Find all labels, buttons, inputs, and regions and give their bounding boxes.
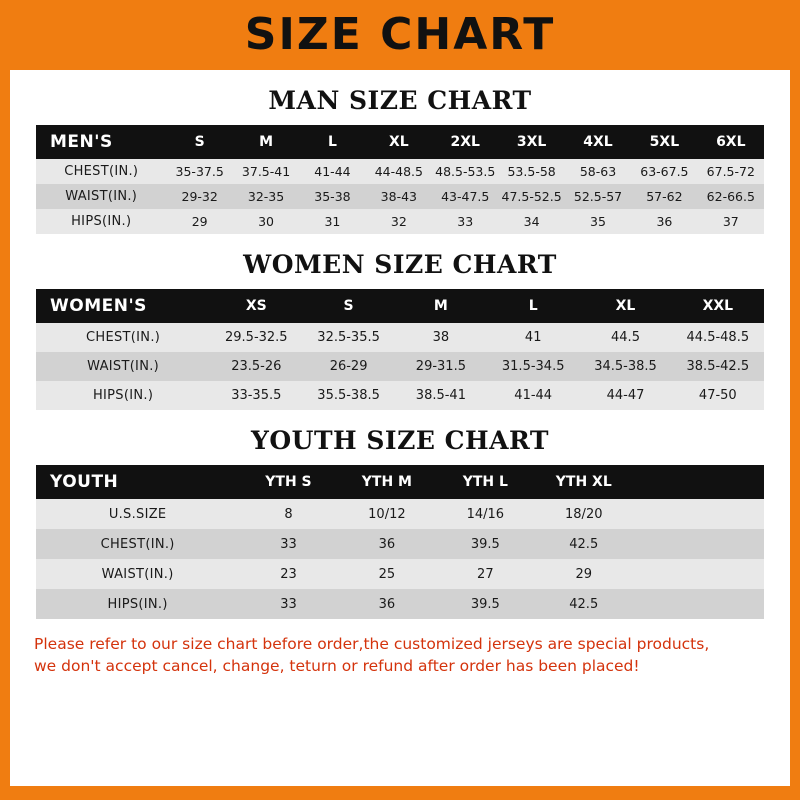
footer-band (0, 786, 800, 800)
youth-ussize-s: 8 (239, 499, 337, 529)
youth-hips-l: 39.5 (436, 589, 534, 619)
women-col-l: L (487, 289, 579, 323)
men-chest-4xl: 58-63 (565, 159, 631, 184)
youth-row-label-ussize: U.S.SIZE (36, 499, 239, 529)
men-chest-xl: 44-48.5 (366, 159, 432, 184)
women-waist-m: 29-31.5 (395, 352, 487, 381)
youth-hips-xl: 42.5 (535, 589, 633, 619)
table-row (36, 184, 764, 209)
men-col-2xl: 2XL (432, 125, 498, 159)
youth-col-xl: YTH XL (535, 465, 633, 499)
men-row-label-waist: WAIST(IN.) (36, 184, 166, 209)
table-row (36, 381, 764, 410)
men-hips-4xl: 35 (565, 209, 631, 234)
youth-chest-m: 36 (338, 529, 436, 559)
table-header-row (36, 289, 764, 323)
women-row-label-hips: HIPS(IN.) (36, 381, 210, 410)
men-hips-5xl: 36 (631, 209, 697, 234)
youth-table-body (36, 499, 764, 619)
women-hips-m: 38.5-41 (395, 381, 487, 410)
table-row (36, 589, 764, 619)
women-col-xs: XS (210, 289, 302, 323)
youth-cell-spacer (633, 589, 764, 619)
women-chest-xl: 44.5 (579, 323, 671, 352)
men-col-xl: XL (366, 125, 432, 159)
men-row-label-chest: CHEST(IN.) (36, 159, 166, 184)
men-chest-2xl: 48.5-53.5 (432, 159, 498, 184)
men-chest-3xl: 53.5-58 (498, 159, 564, 184)
women-header-label: WOMEN'S (36, 289, 210, 323)
men-col-l: L (299, 125, 365, 159)
women-hips-xxl: 47-50 (672, 381, 764, 410)
section-title-women: WOMEN SIZE CHART (243, 250, 557, 279)
men-chest-l: 41-44 (299, 159, 365, 184)
men-waist-5xl: 57-62 (631, 184, 697, 209)
women-col-xl: XL (579, 289, 671, 323)
men-col-m: M (233, 125, 299, 159)
table-row (36, 209, 764, 234)
section-title-youth: YOUTH SIZE CHART (251, 426, 549, 455)
women-row-label-waist: WAIST(IN.) (36, 352, 210, 381)
youth-waist-l: 27 (436, 559, 534, 589)
men-hips-s: 29 (166, 209, 232, 234)
youth-row-label-chest: CHEST(IN.) (36, 529, 239, 559)
footer-note (10, 619, 790, 678)
youth-col-l: YTH L (436, 465, 534, 499)
women-table-body (36, 323, 764, 410)
women-col-xxl: XXL (672, 289, 764, 323)
page-title: SIZE CHART (244, 9, 556, 60)
youth-col-s: YTH S (239, 465, 337, 499)
youth-ussize-m: 10/12 (338, 499, 436, 529)
youth-waist-m: 25 (338, 559, 436, 589)
section-women (10, 250, 790, 410)
men-col-3xl: 3XL (498, 125, 564, 159)
men-waist-m: 32-35 (233, 184, 299, 209)
women-hips-xs: 33-35.5 (210, 381, 302, 410)
youth-cell-spacer (633, 559, 764, 589)
men-waist-3xl: 47.5-52.5 (498, 184, 564, 209)
youth-cell-spacer (633, 499, 764, 529)
men-size-table (36, 125, 764, 234)
men-waist-2xl: 43-47.5 (432, 184, 498, 209)
men-chest-m: 37.5-41 (233, 159, 299, 184)
youth-hips-m: 36 (338, 589, 436, 619)
women-size-table (36, 289, 764, 410)
youth-table-head (36, 465, 764, 499)
table-header-row (36, 125, 764, 159)
men-chest-5xl: 63-67.5 (631, 159, 697, 184)
women-waist-xs: 23.5-26 (210, 352, 302, 381)
table-row (36, 559, 764, 589)
table-row (36, 159, 764, 184)
table-row (36, 352, 764, 381)
men-hips-xl: 32 (366, 209, 432, 234)
women-chest-s: 32.5-35.5 (302, 323, 394, 352)
men-waist-xl: 38-43 (366, 184, 432, 209)
section-title-men: MAN SIZE CHART (268, 86, 532, 115)
youth-row-label-hips: HIPS(IN.) (36, 589, 239, 619)
women-waist-xxl: 38.5-42.5 (672, 352, 764, 381)
youth-col-spacer (633, 465, 764, 499)
men-header-label: MEN'S (36, 125, 166, 159)
women-chest-m: 38 (395, 323, 487, 352)
women-waist-xl: 34.5-38.5 (579, 352, 671, 381)
men-hips-6xl: 37 (698, 209, 764, 234)
women-waist-s: 26-29 (302, 352, 394, 381)
footer-note-line2: we don't accept cancel, change, teturn or refund after order has been placed! (34, 657, 640, 676)
men-col-6xl: 6XL (698, 125, 764, 159)
table-row (36, 529, 764, 559)
men-waist-s: 29-32 (166, 184, 232, 209)
men-col-4xl: 4XL (565, 125, 631, 159)
men-row-label-hips: HIPS(IN.) (36, 209, 166, 234)
women-chest-xxl: 44.5-48.5 (672, 323, 764, 352)
youth-row-label-waist: WAIST(IN.) (36, 559, 239, 589)
women-hips-s: 35.5-38.5 (302, 381, 394, 410)
youth-size-table (36, 465, 764, 619)
men-hips-2xl: 33 (432, 209, 498, 234)
youth-hips-s: 33 (239, 589, 337, 619)
men-col-s: S (166, 125, 232, 159)
men-col-5xl: 5XL (631, 125, 697, 159)
men-chest-s: 35-37.5 (166, 159, 232, 184)
youth-waist-s: 23 (239, 559, 337, 589)
youth-waist-xl: 29 (535, 559, 633, 589)
men-chest-6xl: 67.5-72 (698, 159, 764, 184)
men-hips-l: 31 (299, 209, 365, 234)
youth-col-m: YTH M (338, 465, 436, 499)
men-waist-4xl: 52.5-57 (565, 184, 631, 209)
youth-chest-s: 33 (239, 529, 337, 559)
women-chest-xs: 29.5-32.5 (210, 323, 302, 352)
men-waist-l: 35-38 (299, 184, 365, 209)
section-youth (10, 426, 790, 619)
table-header-row (36, 465, 764, 499)
table-row (36, 323, 764, 352)
women-col-s: S (302, 289, 394, 323)
women-hips-l: 41-44 (487, 381, 579, 410)
women-col-m: M (395, 289, 487, 323)
youth-chest-l: 39.5 (436, 529, 534, 559)
footer-note-line1: Please refer to our size chart before order,the customized jerseys are special products, (34, 635, 710, 653)
header-band (0, 0, 800, 70)
youth-cell-spacer (633, 529, 764, 559)
women-row-label-chest: CHEST(IN.) (36, 323, 210, 352)
women-hips-xl: 44-47 (579, 381, 671, 410)
table-row (36, 499, 764, 529)
youth-header-label: YOUTH (36, 465, 239, 499)
men-table-head (36, 125, 764, 159)
section-men (10, 86, 790, 234)
women-chest-l: 41 (487, 323, 579, 352)
men-hips-m: 30 (233, 209, 299, 234)
youth-ussize-xl: 18/20 (535, 499, 633, 529)
men-hips-3xl: 34 (498, 209, 564, 234)
men-table-body (36, 159, 764, 234)
women-waist-l: 31.5-34.5 (487, 352, 579, 381)
men-waist-6xl: 62-66.5 (698, 184, 764, 209)
youth-ussize-l: 14/16 (436, 499, 534, 529)
youth-chest-xl: 42.5 (535, 529, 633, 559)
women-table-head (36, 289, 764, 323)
